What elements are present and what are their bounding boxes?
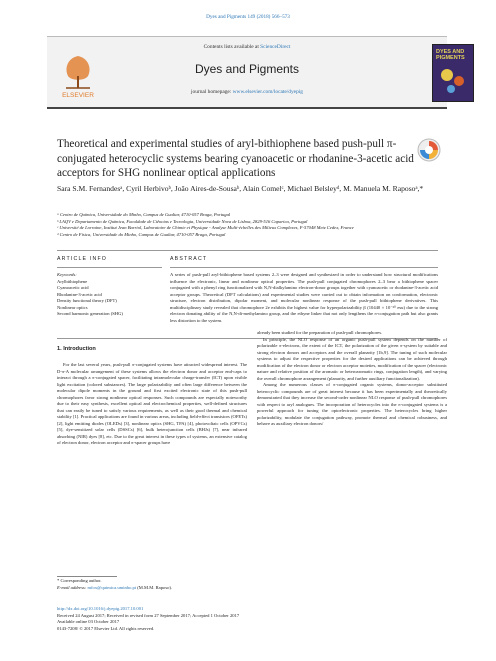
journal-reference: Dyes and Pigments 149 (2018) 566–573 <box>206 14 290 20</box>
affiliation-b: ᵇ LAQV e Departamento de Química, Faculdade de Ciências e Tecnologia, Universidade Nova de Lisboa, 2829-516 Caparica, Portugal <box>57 218 308 224</box>
paragraph: already been studied for the preparation of push-pull chromophores. <box>257 330 383 335</box>
section-divider <box>57 250 438 251</box>
email-prefix: E-mail address: <box>57 584 88 590</box>
affiliation-a: ᵃ Centro de Química, Universidade do Minho, Campus de Gualtar, 4710-057 Braga, Portugal <box>57 212 231 217</box>
keywords-divider <box>57 267 162 268</box>
email-suffix: (M.M.M. Raposo). <box>136 584 173 590</box>
email-note <box>57 585 307 592</box>
copyright: 0143-7208/ © 2017 Elsevier Ltd. All rights reserved. <box>57 625 155 631</box>
corresponding-author-note: * Corresponding author. <box>57 578 102 583</box>
publication-info <box>57 606 357 632</box>
keyword-item: Rhodanine-3-acetic acid <box>57 291 102 297</box>
abstract-text: A series of push-pull aryl-bithiophene based systems 2–3 were designed and synthesized in order to understand how structural modifications influence the electronic, linear and nonlinear optical properties. The push-pull conjugated chromophores 2–3 bear a bithiophene spacer conjugated with a phenyl ring functionalized with N,N-dialkylamino electron-donor groups together with cyanoacetic or rhodanine-3-acetic acid acceptor groups. Theoretical (DFT calculations) and experimental studies were carried out to obtain information on conformation, electronic structure, electron distribution, dipolar moment, and molecular nonlinear response of the push-pull bithiophene derivatives. This multidisciplinary study revealed that chromophore 2e exhibits the highest value for hyperpolarizability β (10440 × 10⁻³⁰ esu) due to the strong electron donating ability of the N,N-di-methylamino group, and the ethyne linker that not only lengthens the π-conjugation path but also grants less distortion to the system. <box>170 272 438 323</box>
available-online: Available online 03 October 2017 <box>57 619 120 624</box>
keyword-item: Second harmonic generation (SHG) <box>57 311 123 316</box>
keyword-item: Arylbithiophene <box>57 278 88 284</box>
article-info-heading: ARTICLE INFO <box>57 256 108 262</box>
homepage-line <box>47 89 447 95</box>
introduction-heading: 1. Introduction <box>57 346 96 352</box>
affiliations <box>57 212 477 238</box>
doi-link[interactable]: http://dx.doi.org/10.1016/j.dyepig.2017.10.001 <box>57 606 144 611</box>
homepage-prefix: journal homepage: <box>191 89 233 95</box>
cover-title: DYES AND PIGMENTS <box>436 49 465 61</box>
paragraph: Among the numerous classes of π-conjugated organic systems, donor-acceptor substituted heterocyclic compounds are of great interest because it has been experimentally and theoretically demonstrated that they increase the second-order nonlinear NLO response of push-pull chromophores with respect to aryl analogues. The incorporation of heterocycles into the π-conjugated systems is a powerful approach for tuning the optoelectronic properties. The heterocycles bring higher polarizability, modulate the conjugation pathway, promote thermal and chemical robustness, and behave as auxiliary electron donors/ <box>257 382 447 426</box>
intro-column-1: For the last several years, push-pull π-conjugated systems have attracted widespread interest. The D-π-A molecular arrangement of these systems allows the electron donor and acceptor end-caps to interact through a π-conjugated spacer, facilitating intramolecular charge-transfer (ICT) upon visible light excitation (colored substances). The large polarizability and often large difference between the molecular dipole moments in the ground and first excited electronic state of this push-pull chromophores favor strong nonlinear optical responses. Such compounds are especially noteworthy due to their easy synthesis, excellent optical and electrochemical properties, well-defined structures that can easily be tuned to satisfy various requirements, as well as their good thermal and chemical stability [1]. Practical applications are found in various areas, including field-effect transistors (OFETs) [2], light emitting diodes (OLEDs) [3], nonlinear optics (SHG, TPA) [4], photovoltaic cells (OPVCs) [5], dye-sensitized solar cells (DSSCs) [6], bulk heterojunction cells (BHJs) [7], near infrared absorbing (NIR) dyes [8], etc. Due to the great interest in these types of systems, an extensive catalog of electron donor, electron acceptor and π-spacer groups have <box>57 362 247 445</box>
contents-line <box>47 44 447 50</box>
keyword-item: Density functional theory (DFT) <box>57 298 117 303</box>
intro-column-2 <box>257 330 447 428</box>
sciencedirect-link[interactable]: ScienceDirect <box>260 44 291 50</box>
received-dates: Received 24 August 2017; Received in revised form 27 September 2017; Accepted 1 October 2017 <box>57 612 240 618</box>
paragraph: In principle, the NLO response of an organic push-pull system depends on the number of polarizable π-electrons, the extent of the ICT, the polarization of the given π-system by suitable and strong electron donors and acceptors and the overall planarity [1b,9]. The tuning of such molecular systems to adjust the respective properties for the desired applications can be achieved through modification of the electron donor or electron acceptor moieties, modification of the spacer (electronic nature and relative position of the aromatic or heteroaromatic rings, conjugation length), and varying the overall chromophore arrangement (planarity, and further auxiliary functionalization). <box>257 336 447 381</box>
abstract-divider <box>170 267 438 268</box>
crossmark-icon[interactable] <box>416 137 442 163</box>
journal-title: Dyes and Pigments <box>194 62 300 76</box>
affiliation-c: ᶜ Université de Lorraine, Institut Jean Barriol, Laboratoire de Chimie et Physique - Analyse Multi-échelles des Milieux Complexes, F-57048 Metz Cedex, France <box>57 225 354 230</box>
elsevier-wordmark: ELSEVIER <box>62 92 94 99</box>
keyword-item: Nonlinear optics <box>57 304 88 310</box>
author-list: Sara S.M. Fernandesᵃ, Cyril Herbivoᵇ, João Aires-de-Sousaᵇ, Alain Comelᶜ, Michael Belsleyᵈ, M. Manuela M. Raposoᵃ,* <box>57 184 424 193</box>
abstract-heading: ABSTRACT <box>170 256 208 262</box>
affiliation-d: ᵈ Centro de Física, Universidade do Minho, Campus de Gualtar, 4710-057 Braga, Portugal <box>57 231 226 237</box>
footnote-divider <box>57 576 117 577</box>
footnote <box>57 578 307 591</box>
contents-prefix: Contents lists available at <box>203 44 261 50</box>
author-email-link[interactable]: mfox@quimica.uminho.pt <box>87 584 137 590</box>
article-title: Theoretical and experimental studies of aryl-bithiophene based push-pull π-conjugated heterocyclic systems bearing cyanoacetic or rhodanine-3-acetic acid acceptors for SHG nonlinear optical applications <box>57 138 414 179</box>
keywords-block <box>57 272 162 318</box>
keywords-label: Keywords: <box>57 272 77 277</box>
keyword-item: Cyanoacetic acid <box>57 285 89 290</box>
journal-cover-image <box>432 44 474 102</box>
cover-artwork <box>433 61 473 101</box>
homepage-link[interactable]: www.elsevier.com/locate/dyepig <box>232 89 303 95</box>
